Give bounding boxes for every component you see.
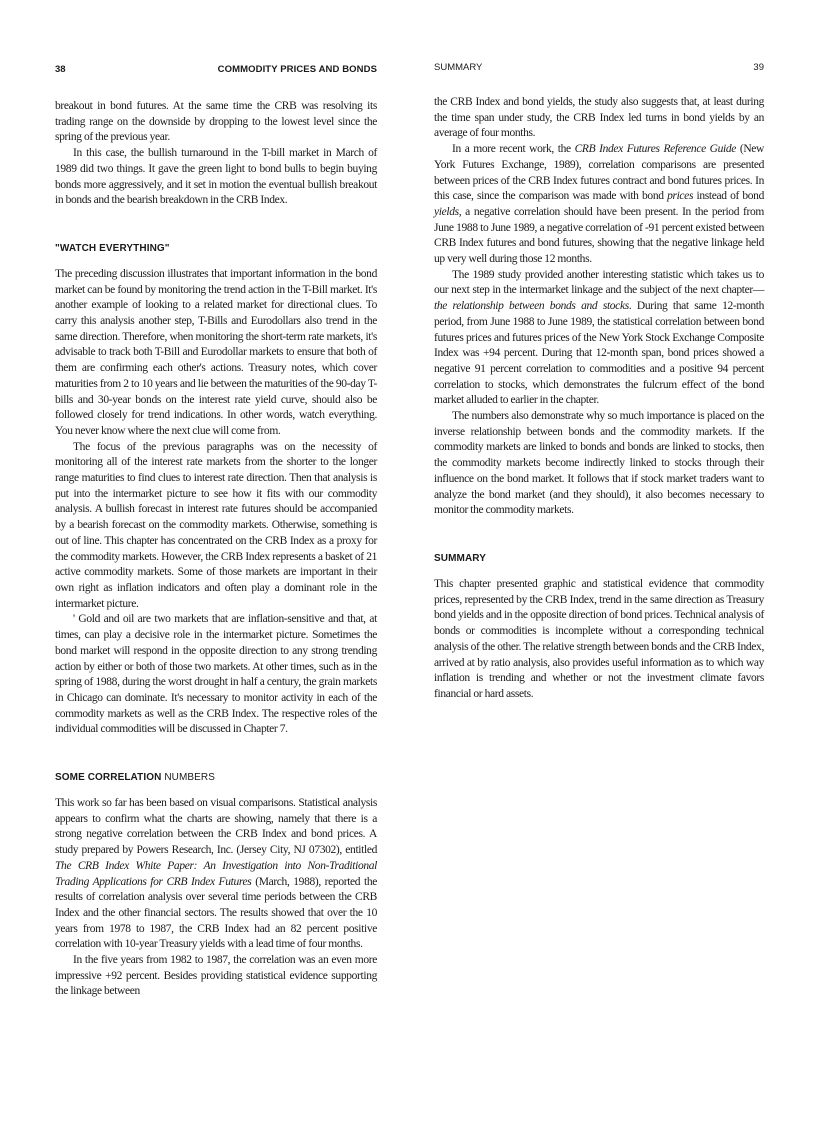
section-heading-watch-everything: "WATCH EVERYTHING" (55, 242, 170, 254)
emphasis: yields, (434, 205, 462, 218)
text-run: This work so far has been based on visual comparisons. Statistical analysis appears to confirm what the charts are showing, namely that there is a strong negative correlation between the CRB Index and bond prices. A study prepared by Powers Research, Inc. (Jersey City, NJ 07302), entitled (55, 797, 377, 857)
text-run: instead of bond (693, 190, 764, 203)
page-number: 38 (55, 64, 66, 75)
left-page-body (55, 99, 377, 1000)
cited-title: CRB Index Futures Reference Guide (574, 143, 737, 156)
section-heading-summary: SUMMARY (434, 552, 486, 564)
right-running-head (434, 58, 764, 74)
text-run: (New York Futures Exchange, 1989), correlation comparisons are presented between prices of the CRB Index futures contract and bond futures prices. In this case, since the comparison was made with bond (434, 143, 765, 203)
emphasis: the relationship between bonds and stocks (434, 300, 629, 313)
paragraph: ' Gold and oil are two markets that are inflation-sensitive and that, at times, can play a decisive role in the intermarket picture. Sometimes the bond market will respond in the opposite direction to any strong trending action by either or both of those two markets. At other times, such as in the spring of 1988, during the worst drought in half a century, the grain markets in Chicago can dominate. It's necessary to monitor activity in each of the commodity markets as well as the CRB Index. The respective roles of the individual commodities will be discussed in Chapter 7. (55, 613, 377, 736)
paragraph: The preceding discussion illustrates that important information in the bond market can be found by monitoring the trend action in the T-Bill market. It's another example of looking to a related market for directional clues. To carry this analysis another step, T-Bills and Eurodollars also trend in the same direction. Therefore, when monitoring the short-term rate markets, it's advisable to track both T-Bill and Eurodollar markets to ensure that both of them are confirming each other's actions. Treasury notes, which cover maturities from 2 to 10 years and lie between the maturities of the 90-day T-bills and 30-year bonds on the interest rate yield curve, should also be followed closely for trend indications. In other words, watch everything. You never know where the next clue will come from. (55, 267, 377, 437)
paragraph: breakout in bond futures. At the same time the CRB was resolving its trading range on the downside by dropping to the lowest level since the spring of the previous year. (55, 100, 377, 144)
paragraph: This chapter presented graphic and statistical evidence that commodity prices, represented by the CRB Index, trend in the same direction as Treasury bond yields and in the opposite direction of bond prices. Technical analysis of bonds or commodities is incomplete without a corresponding technical analysis of the other. The relative strength between bonds and the CRB Index, arrived at by ratio analysis, also provides useful information as to which way inflation is trending and whether or not the investment climate favors financial or hard assets. (434, 577, 764, 700)
left-running-head (55, 58, 377, 74)
paragraph: In the five years from 1982 to 1987, the correlation was an even more impressive +92 percent. Besides providing statistical evidence supporting the linkage between (55, 954, 377, 998)
cited-title: The CRB Index White Paper: An Investigation into Non-Traditional Trading Applications for CRB Index Futures (55, 859, 377, 888)
emphasis: prices (667, 190, 694, 203)
text-run: In a more recent work, the (452, 143, 575, 156)
text-run: . During that same 12-month period, from June 1988 to June 1989, the statistical correlation between bond futures prices and futures prices of the New York Stock Exchange Composite Index was +94 percent. During that 12-month span, bond prices showed a negative 91 percent correlation to commodities and a positive 94 percent correlation to stocks, which demonstrates the fulcrum effect of the bond market alluded to earlier in the chapter. (434, 300, 764, 407)
running-title: SUMMARY (434, 62, 483, 73)
running-title: COMMODITY PRICES AND BONDS (217, 64, 377, 75)
paragraph: the CRB Index and bond yields, the study also suggests that, at least during the time span under study, the CRB Index led turns in bond yields by an average of four months. (434, 96, 764, 140)
paragraph: The numbers also demonstrate why so much importance is placed on the inverse relationship between bonds and the commodity markets. If the commodity markets are linked to bonds and bonds are linked to stocks, then the commodity markets become indirectly linked to stocks through their influence on the bond market. It follows that if stock market traders want to analyze the bond market (and they should), it also becomes necessary to monitor the commodity markets. (434, 410, 764, 517)
paragraph (55, 796, 377, 953)
paragraph: The focus of the previous paragraphs was on the necessity of monitoring all of the interest rate markets from the shorter to the longer range maturities to find clues to interest rate direction. Then that analysis is put into the intermarket picture to see how it fits with our commodity analysis. A bullish forecast in interest rate futures should be accompanied by a bearish forecast on the commodity markets. Otherwise, something is out of line. This chapter has concentrated on the CRB Index as a proxy for the commodity markets. However, the CRB Index represents a basket of 21 active commodity markets. Some of those markets are important in their own right as inflation indicators and often play a dominant role in the intermarket picture. (55, 440, 377, 610)
paragraph (434, 142, 764, 268)
heading-bold-part: SOME CORRELATION (55, 772, 162, 784)
text-run: (March, 1988), reported the results of correlation analysis over several time periods between the CRB Index and the other financial sectors. The results showed that over the 10 years from 1978 to 1987, the CRB Index had an 82 percent positive correlation with 10-year Treasury yields with a lead time of four months. (55, 875, 377, 951)
text-run: The 1989 study provided another interesting statistic which takes us to our next step in the intermarket linkage and the subject of the next chapter— (434, 268, 764, 297)
paragraph (434, 268, 764, 409)
heading-light-part: NUMBERS (164, 772, 216, 784)
paragraph: In this case, the bullish turnaround in the T-bill market in March of 1989 did two things. It gave the green light to bond bulls to begin buying bonds more aggressively, and it set in motion the eventual bullish breakout in bonds and the bearish breakdown in the CRB Index. (55, 147, 377, 207)
section-heading-some-correlation-numbers (55, 772, 377, 783)
right-page-body (434, 95, 764, 703)
page-number: 39 (753, 62, 764, 73)
text-run: a negative correlation should have been present. In the period from June 1988 to June 1989, a negative correlation of -91 percent existed between CRB Index futures and bond futures, showing that the negative linkage held up very well during those 12 months. (434, 205, 764, 266)
